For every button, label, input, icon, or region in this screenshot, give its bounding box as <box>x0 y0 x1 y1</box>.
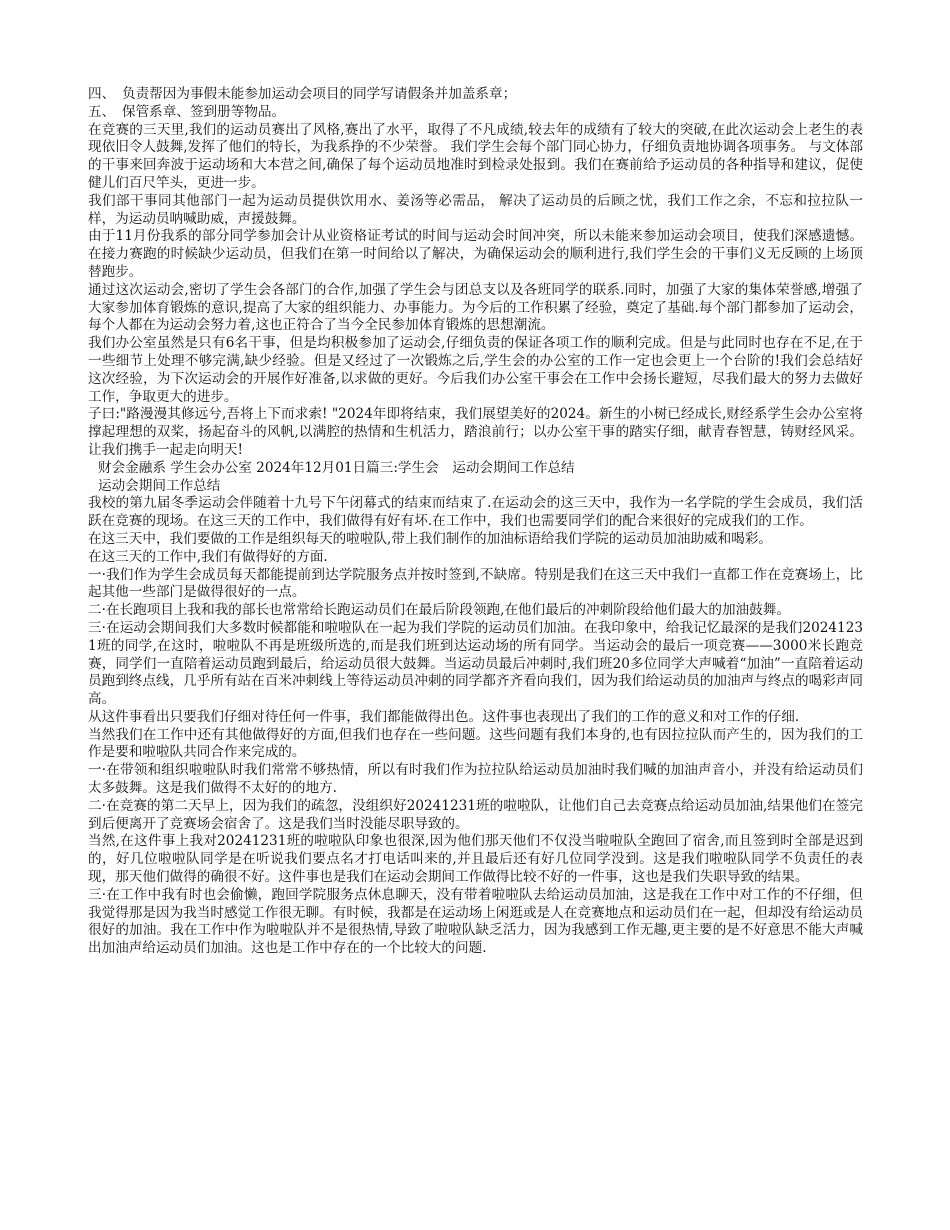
paragraph: 我校的第九届冬季运动会伴随着十九号下午闭幕式的结束而结束了.在运动会的这三天中，我作为一名学院的学生会成员，我们活跃在竞赛的现场。在这三天的工作中，我们做得有好有坏.在工作中，我们也需要同学们的配合来很好的完成我们的工作。 <box>88 495 863 530</box>
paragraph: 通过这次运动会,密切了学生会各部门的合作,加强了学生会与团总支以及各班同学的联系.同时，加强了大家的集体荣誉感,增强了大家参加体育锻炼的意识,提高了大家的组织能力、办事能力。为今后的工作积累了经验，奠定了基础.每个部门都参加了运动会，每个人都在为运动会努力着,这也正符合了当今全民参加体育锻炼的思想潮流。 <box>88 281 863 334</box>
paragraph: 二·在竞赛的第二天早上，因为我们的疏忽，没组织好20241231班的啦啦队，让他们自己去竞赛点给运动员加油,结果他们在签完到后便离开了竞赛场会宿舍了。这是我们当时没能尽职导致的。 <box>88 797 863 832</box>
paragraph: 四、 负责帮因为事假未能参加运动会项目的同学写请假条并加盖系章； <box>88 86 517 102</box>
paragraph: 我们部干事同其他部门一起为运动员提供饮用水、姜汤等必需品， 解决了运动员的后顾之忧，我们工作之余，不忘和拉拉队一样，为运动员呐喊助威，声援鼓舞。 <box>88 192 863 227</box>
paragraph: 当然,在这件事上我对20241231班的啦啦队印象也很深,因为他们那天他们不仅没当啦啦队全跑回了宿舍,而且签到时全部是迟到的，好几位啦啦队同学是在听说我们要点名才打电话叫来的,并且最后还有好几位同学没到。这是我们啦啦队同学不负责任的表现，那天他们做得的确很不好。这件事也是我们在运动会期间工作做得比较不好的一件事，这也是我们失职导致的结果。 <box>88 833 863 886</box>
paragraph: 三·在工作中我有时也会偷懒，跑回学院服务点休息聊天，没有带着啦啦队去给运动员加油，这是我在工作中对工作的不仔细，但我觉得那是因为我当时感觉工作很无聊。有时候，我都是在运动场上闲逛或是人在竞赛地点和运动员们在一起，但却没有给运动员很好的加油。我在工作中作为啦啦队并不是很热情,导致了啦啦队缺乏活力，因为我感到工作无趣,更主要的是不好意思不能大声喊出加油声给运动员们加油。这也是工作中存在的一个比较大的问题. <box>88 886 863 957</box>
document-page <box>88 86 863 958</box>
paragraph: 我们办公室虽然是只有6名干事，但是均积极参加了运动会,仔细负责的保证各项工作的顺利完成。但是与此同时也存在不足,在于一些细节上处理不够完满,缺少经验。但是又经过了一次锻炼之后,学生会的办公室的工作一定也会更上一个台阶的!我们会总结好这次经验，为下次运动会的开展作好准备,以求做的更好。今后我们办公室干事会在工作中会扬长避短，尽我们最大的努力去做好工作，争取更大的进步。 <box>88 335 863 405</box>
paragraph: 子曰:"路漫漫其修远兮,吾将上下而求索! "2024年即将结束，我们展望美好的2024。新生的小树已经成长,财经系学生会办公室将撑起理想的双桨，扬起奋斗的风帆,以满腔的热情和生机活力，踏浪前行；以办公室干事的踏实仔细，献青春智慧，铸财经风采。让我们携手一起走向明天! <box>88 406 863 458</box>
paragraph: 一·我们作为学生会成员每天都能提前到达学院服务点并按时签到,不缺席。特别是我们在这三天中我们一直都工作在竞赛场上，比起其他一些部门是做得很好的一点。 <box>88 566 863 601</box>
paragraph: 五、 保管系章、签到册等物品。 <box>88 103 286 120</box>
signature-line: 财会金融系 学生会办公室 2024年12月01日篇三:学生会 运动会期间工作总结 <box>98 459 575 476</box>
paragraph: 三·在运动会期间我们大多数时候都能和啦啦队在一起为我们学院的运动员们加油。在我印象中，给我记忆最深的是我们20241231班的同学,在这时，啦啦队不再是班级所选的,而是我们班到达运动场的所有同学。当运动会的最后一项竞赛——3000米长跑竞赛，同学们一直陪着运动员跑到最后，给运动员很大鼓舞。当运动员最后冲刺时,我们班20多位同学大声喊着“加油”一直陪着运动员跑到终点线，几乎所有站在百米冲刺线上等待运动员冲刺的同学都齐齐看向我们，因为我们给运动员的加油声与终点的喝彩声同高。 <box>88 619 863 708</box>
paragraph: 在这三天中，我们要做的工作是组织每天的啦啦队,带上我们制作的加油标语给我们学院的运动员加油助威和喝彩。 <box>88 530 773 547</box>
paragraph: 当然我们在工作中还有其他做得好的方面,但我们也存在一些问题。这些问题有我们本身的,也有因拉拉队而产生的，因为我们的工作是要和啦啦队共同合作来完成的。 <box>88 726 863 761</box>
paragraph: 一·在带领和组织啦啦队时我们常常不够热情，所以有时我们作为拉拉队给运动员加油时我们喊的加油声音小，并没有给运动员们太多鼓舞。这是我们做得不太好的的地方. <box>88 762 863 797</box>
paragraph: 由于11月份我系的部分同学参加会计从业资格证考试的时间与运动会时间冲突，所以未能来参加运动会项目，使我们深感遗憾。在接力赛跑的时候缺少运动员，但我们在第一时间给以了解决，为确保运动会的顺利进行,我们学生会的干事们义无反顾的上场顶替跑步。 <box>88 228 863 280</box>
paragraph: 从这件事看出只要我们仔细对待任何一件事，我们都能做得出色。这件事也表现出了我们的工作的意义和对工作的仔细. <box>88 708 800 725</box>
paragraph: 在这三天的工作中,我们有做得好的方面. <box>88 548 328 565</box>
paragraph: 在竞赛的三天里,我们的运动员赛出了风格,赛出了水平，取得了不凡成绩,较去年的成绩有了较大的突破,在此次运动会上老生的表现依旧令人鼓舞,发挥了他们的特长，为我系挣的不少荣誉。 我们学生会每个部门同心协力，仔细负责地协调各项事务。 与文体部的干事来回奔波于运动场和大本营之间,确保了每个运动员地准时到检录处报到。我们在赛前给予运动员的各种指导和建议，促使健儿们百尺竿头，更进一步。 <box>88 121 863 191</box>
paragraph: 二·在长跑项目上我和我的部长也常常给长跑运动员们在最后阶段领跑,在他们最后的冲刺阶段给他们最大的加油鼓舞。 <box>88 602 790 619</box>
section-title: 运动会期间工作总结 <box>98 477 221 494</box>
